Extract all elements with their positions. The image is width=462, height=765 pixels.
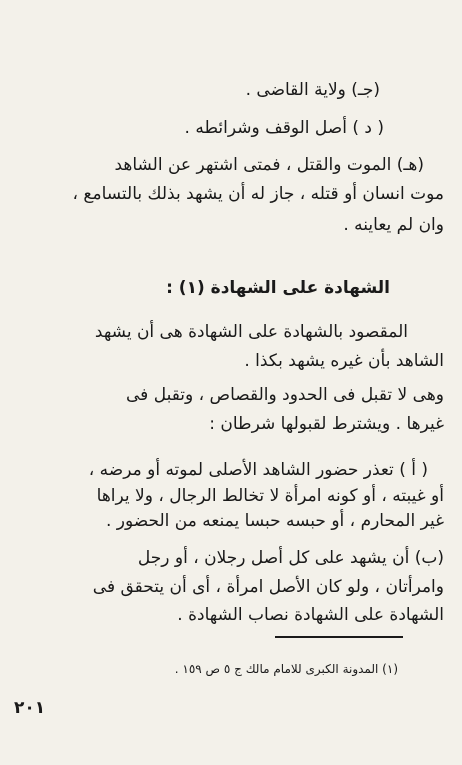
item-ha-line-1: (هـ) الموت والقتل ، فمتى اشتهر عن الشاهد xyxy=(114,155,424,175)
condition-a-line-1: ( أ ) تعذر حضور الشاهد الأصلى لموته أو مرضه ، xyxy=(88,460,428,480)
definition-line-2: الشاهد بأن غيره يشهد بكذا . xyxy=(244,351,444,371)
footnote-divider xyxy=(275,636,403,638)
condition-a-line-3: غير المحارم ، أو حبسه حبسا يمنعه من الحضور . xyxy=(105,511,444,531)
condition-b-line-1: (ب) أن يشهد على كل أصل رجلان ، أو رجل xyxy=(137,548,444,568)
item-jim: (جـ) ولاية القاضى . xyxy=(245,80,380,100)
section-heading: الشهادة على الشهادة (١) : xyxy=(166,278,390,298)
item-dal: ( د ) أصل الوقف وشرائطه . xyxy=(184,118,384,138)
definition-line-1: المقصود بالشهادة على الشهادة هى أن يشهد xyxy=(94,322,408,342)
condition-b-line-2: وامرأتان ، ولو كان الأصل امرأة ، أى أن يتحقق فى xyxy=(92,577,444,597)
page-number: ٢٠١ xyxy=(14,698,46,718)
condition-a-line-2: أو غيبته ، أو كونه امرأة لا تخالط الرجال ، ولا يراها xyxy=(96,486,444,506)
footnote: (١) المدونة الكبرى للامام مالك ج ٥ ص ١٥٩ . xyxy=(174,662,398,676)
conditions-line-2: غيرها . ويشترط لقبولها شرطان : xyxy=(209,414,444,434)
item-ha-line-3: وان لم يعاينه . xyxy=(343,215,444,235)
item-ha-line-2: موت انسان أو قتله ، جاز له أن يشهد بذلك بالتسامع ، xyxy=(72,184,444,204)
condition-b-line-3: الشهادة على الشهادة نصاب الشهادة . xyxy=(177,605,444,625)
conditions-line-1: وهى لا تقبل فى الحدود والقصاص ، وتقبل فى xyxy=(126,385,444,405)
